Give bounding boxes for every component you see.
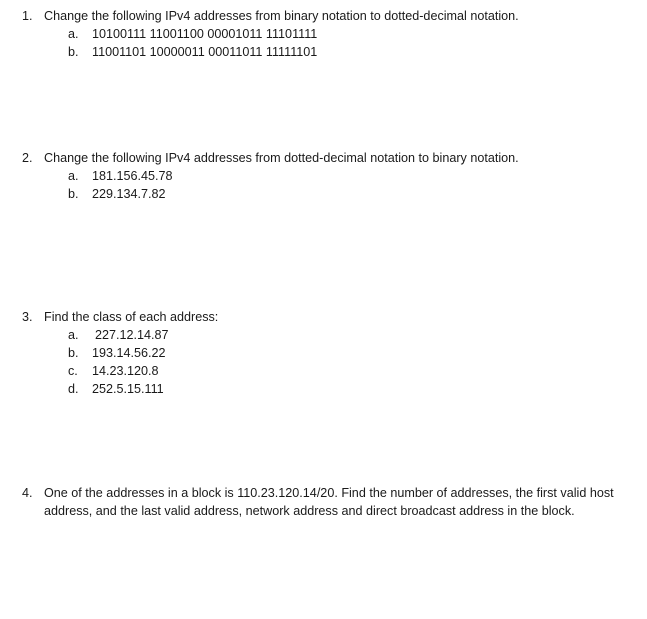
list-item: [68, 185, 166, 203]
question-text: Change the following IPv4 addresses from binary notation to dotted-decimal notation.: [44, 9, 519, 23]
item-text: 10100111 11001100 00001011 11101111: [92, 27, 318, 41]
question-text: One of the addresses in a block is 110.23.120.14/20. Find the number of addresses, the first valid host address, and the last valid address, network address and direct broadcast address in the block.: [44, 486, 614, 518]
question-number-wrap: [22, 484, 44, 502]
item-text: 193.14.56.22: [92, 346, 166, 360]
item-letter: a.: [68, 169, 79, 183]
list-item: [68, 167, 173, 185]
question-text: Change the following IPv4 addresses from dotted-decimal notation to binary notation.: [44, 151, 519, 165]
list-item: [68, 362, 159, 380]
list-item: [68, 380, 164, 398]
question-number: 4.: [22, 486, 33, 500]
question-text: Find the class of each address:: [44, 310, 219, 324]
list-item: [68, 43, 317, 61]
question-3-heading: [22, 308, 218, 326]
list-item: [68, 344, 166, 362]
item-letter: d.: [68, 382, 79, 396]
item-text: 11001101 10000011 00011011 11111101: [92, 45, 318, 59]
item-letter: b.: [68, 187, 79, 201]
item-text: 181.156.45.78: [92, 169, 173, 183]
question-1-heading: [22, 7, 519, 25]
item-letter: b.: [68, 45, 79, 59]
item-text: 227.12.14.87: [95, 328, 169, 342]
item-text: 229.134.7.82: [92, 187, 166, 201]
question-number: 3.: [22, 310, 33, 324]
item-letter: a.: [68, 27, 79, 41]
item-letter: c.: [68, 364, 78, 378]
item-text: 14.23.120.8: [92, 364, 159, 378]
question-number: 2.: [22, 151, 33, 165]
item-letter: a.: [68, 328, 79, 342]
list-item: [68, 326, 169, 344]
question-2-heading: [22, 149, 519, 167]
question-number: 1.: [22, 9, 33, 23]
item-text: 252.5.15.111: [92, 382, 164, 396]
item-letter: b.: [68, 346, 79, 360]
list-item: [68, 25, 317, 43]
